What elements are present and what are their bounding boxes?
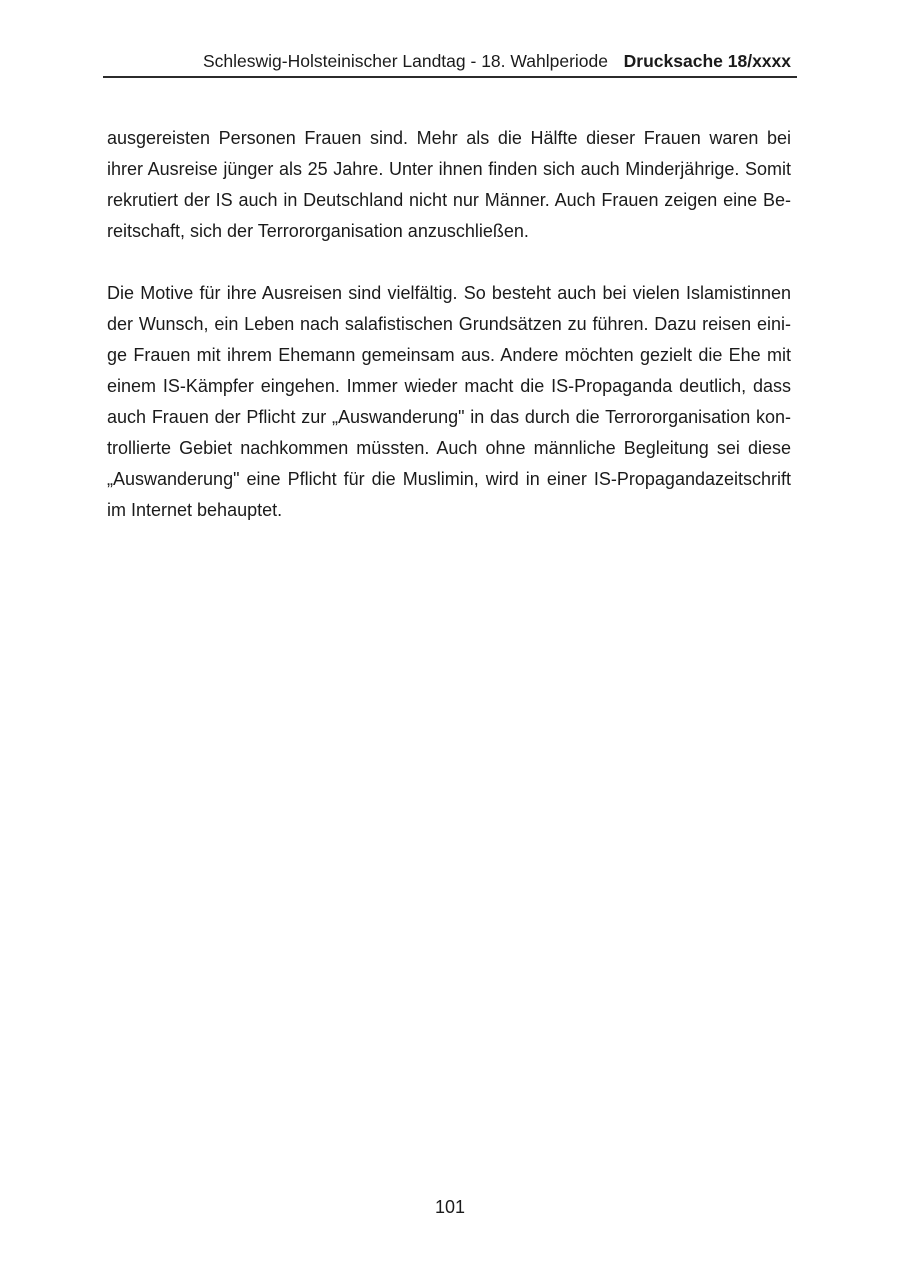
text-line: Die Motive für ihre Ausreisen sind vielfältig. So besteht auch bei vielen Islamistinnen [107, 283, 791, 303]
text-line: ihrer Ausreise jünger als 25 Jahre. Unter ihnen finden sich auch Minderjährige. Somit [107, 159, 791, 179]
text-line: trollierte Gebiet nachkommen müssten. Auch ohne männliche Begleitung sei diese [107, 438, 791, 458]
document-header [103, 51, 791, 71]
text-line: einem IS-Kämpfer eingehen. Immer wieder macht die IS-Propaganda deutlich, dass [107, 376, 791, 396]
text-line: reitschaft, sich der Terrororganisation anzuschließen. [107, 221, 529, 241]
paragraph-1 [107, 123, 791, 247]
page-number: 101 [434, 1197, 466, 1217]
text-line: ausgereisten Personen Frauen sind. Mehr als die Hälfte dieser Frauen waren bei [107, 128, 791, 148]
text-line: der Wunsch, ein Leben nach salafistischen Grundsätzen zu führen. Dazu reisen eini- [107, 314, 791, 334]
text-line: „Auswanderung" eine Pflicht für die Muslimin, wird in einer IS-Propagandazeitschrift [107, 469, 791, 489]
header-rule [103, 76, 797, 78]
paragraph-2 [107, 278, 791, 526]
text-line: rekrutiert der IS auch in Deutschland nicht nur Männer. Auch Frauen zeigen eine Be- [107, 190, 791, 210]
text-line: ge Frauen mit ihrem Ehemann gemeinsam aus. Andere möchten gezielt die Ehe mit [107, 345, 791, 365]
text-line: im Internet behauptet. [107, 500, 283, 520]
document-body [107, 123, 791, 557]
header-drucksache-label: Drucksache 18/xxxx [623, 51, 791, 71]
text-line: auch Frauen der Pflicht zur „Auswanderung" in das durch die Terrororganisation kon- [107, 407, 791, 427]
page-footer [0, 1192, 900, 1223]
header-title: Schleswig-Holsteinischer Landtag - 18. Wahlperiode [203, 51, 608, 71]
